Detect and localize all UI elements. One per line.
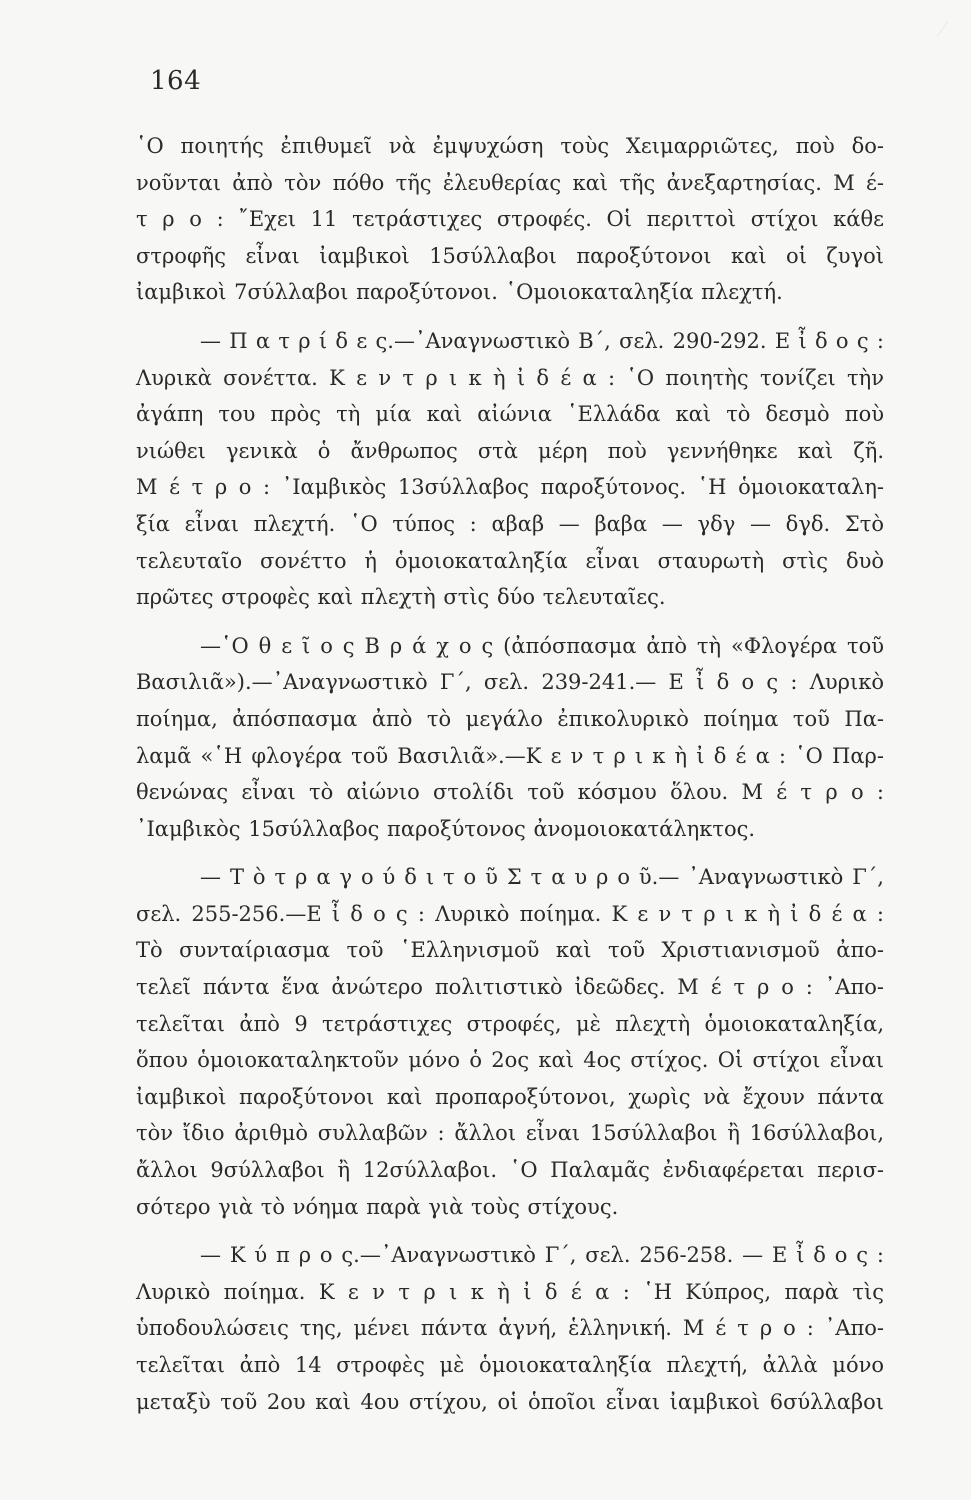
paragraph-patrides	[136, 323, 884, 616]
text-line: σελ. 255-256.—Ε ἶ δ ο ς : Λυρικὸ ποίημα. Κ ε ν τ ρ ι κ ὴ ἰ δ έ α :	[136, 901, 884, 926]
text-line: ἰαμβικοὶ παροξύτονοι καὶ προπαροξύτονοι, χωρὶς νὰ ἔχουν πάντα	[136, 1084, 884, 1109]
text-line: λαμᾶ «῾Η φλογέρα τοῦ Βασιλιᾶ».—Κ ε ν τ ρ ι κ ὴ ἰ δ έ α : ῾Ο Παρ-	[136, 743, 884, 768]
paragraph-cheimarriotes	[136, 128, 884, 311]
paragraph-kypros	[136, 1237, 884, 1420]
text-line: Τὸ συνταίριασμα τοῦ ῾Ελληνισμοῦ καὶ τοῦ Χριστιανισμοῦ ἀπο-	[136, 938, 884, 963]
paragraph-tragoudi-tou-stavrou	[136, 859, 884, 1225]
text-line: τ ρ ο : ῎Εχει 11 τετράστιχες στροφές. Οἱ περιττοὶ στίχοι κάθε	[136, 207, 884, 232]
text-line: τὸν ἴδιο ἀριθμὸ συλλαβῶν : ἄλλοι εἶναι 15σύλλαβοι ἢ 16σύλλαβοι,	[136, 1121, 884, 1146]
text-line: θενώνας εἶναι τὸ αἰώνιο στολίδι τοῦ κόσμου ὅλου. Μ έ τ ρ ο :	[136, 780, 884, 805]
text-line: πρῶτες στροφὲς καὶ πλεχτὴ στὶς δύο τελευταῖες.	[136, 585, 666, 610]
text-line: ξία εἶναι πλεχτή. ῾Ο τύπος : αβαβ — βαβα — γδγ — δγδ. Στὸ	[136, 511, 884, 536]
text-line: τελεῖ πάντα ἕνα ἀνώτερο πολιτιστικὸ ἰδεῶδες. Μ έ τ ρ ο : ᾿Απο-	[136, 975, 884, 1000]
text-line: στροφῆς εἶναι ἰαμβικοὶ 15σύλλαβοι παροξύτονοι καὶ οἱ ζυγοὶ	[136, 243, 884, 268]
text-line: τελευταῖο σονέττο ἡ ὁμοιοκαταληξία εἶναι σταυρωτὴ στὶς δυὸ	[136, 548, 884, 573]
page-corner-mark	[915, 22, 948, 36]
text-line: — Κ ύ π ρ ο ς.—᾿Αναγνωστικὸ Γ΄, σελ. 256-258. — Ε ἶ δ ο ς :	[200, 1243, 884, 1268]
text-line: —῾Ο θ ε ῖ ο ς Β ρ ά χ ο ς (ἀπόσπασμα ἀπὸ τὴ «Φλογέρα τοῦ	[200, 633, 884, 658]
text-line: Λυρικὰ σονέττα. Κ ε ν τ ρ ι κ ὴ ἰ δ έ α : ῾Ο ποιητὴς τονίζει τὴν	[136, 365, 884, 390]
text-line: ᾿Ιαμβικὸς 15σύλλαβος παροξύτονος ἀνομοιοκατάληκτος.	[136, 816, 756, 841]
text-line: — Τ ὸ τ ρ α γ ο ύ δ ι τ ο ῦ Σ τ α υ ρ ο ῦ.— ᾿Αναγνωστικὸ Γ΄,	[200, 865, 884, 890]
main-text	[136, 128, 884, 1432]
paragraph-theios-vrachos	[136, 628, 884, 848]
page-number: 164	[150, 66, 202, 96]
text-line: νιώθει γενικὰ ὁ ἄνθρωπος στὰ μέρη ποὺ γεννήθηκε καὶ ζῆ.	[136, 438, 884, 463]
text-line: νοῦνται ἀπὸ τὸν πόθο τῆς ἐλευθερίας καὶ τῆς ἀνεξαρτησίας. Μ έ-	[136, 170, 884, 195]
text-line: ὅπου ὁμοιοκαταληκτοῦν μόνο ὁ 2ος καὶ 4ος στίχος. Οἱ στίχοι εἶναι	[136, 1048, 884, 1073]
text-line: Μ έ τ ρ ο : ᾿Ιαμβικὸς 13σύλλαβος παροξύτονος. ῾Η ὁμοιοκαταλη-	[136, 475, 884, 500]
text-line: — Π α τ ρ ί δ ε ς.—᾿Αναγνωστικὸ Β΄, σελ. 290-292. Ε ἶ δ ο ς :	[200, 328, 884, 353]
text-line: ἄλλοι 9σύλλαβοι ἢ 12σύλλαβοι. ῾Ο Παλαμᾶς ἐνδιαφέρεται περισ-	[136, 1158, 884, 1183]
text-line: ῾Ο ποιητής ἐπιθυμεῖ νὰ ἐμψυχώση τοὺς Χειμαρριῶτες, ποὺ δο-	[136, 134, 884, 158]
text-line: τελεῖται ἀπὸ 14 στροφὲς μὲ ὁμοιοκαταληξία πλεχτή, ἀλλὰ μόνο	[136, 1353, 884, 1377]
text-line: Βασιλιᾶ»).—᾿Αναγνωστικὸ Γ΄, σελ. 239-241.— Ε ἶ δ ο ς : Λυρικὸ	[136, 670, 884, 695]
text-line: ἀγάπη του πρὸς τὴ μία καὶ αἰώνια ῾Ελλάδα καὶ τὸ δεσμὸ ποὺ	[136, 402, 884, 427]
text-line: ὑποδουλώσεις της, μένει πάντα ἁγνή, ἑλληνική. Μ έ τ ρ ο : ᾿Απο-	[136, 1316, 884, 1341]
text-line: Λυρικὸ ποίημα. Κ ε ν τ ρ ι κ ὴ ἰ δ έ α : ῾Η Κύπρος, παρὰ τὶς	[136, 1279, 884, 1304]
text-line: ποίημα, ἀπόσπασμα ἀπὸ τὸ μεγάλο ἐπικολυρικὸ ποίημα τοῦ Πα-	[136, 706, 884, 731]
text-line: ἰαμβικοὶ 7σύλλαβοι παροξύτονοι. ῾Ομοιοκαταληξία πλεχτή.	[136, 280, 783, 305]
text-line: μεταξὺ τοῦ 2ου καὶ 4ου στίχου, οἱ ὁποῖοι εἶναι ἰαμβικοὶ 6σύλλαβοι	[136, 1389, 884, 1414]
text-line: τελεῖται ἀπὸ 9 τετράστιχες στροφές, μὲ πλεχτὴ ὁμοιοκαταληξία,	[136, 1011, 884, 1036]
text-line: σότερο γιὰ τὸ νόημα παρὰ γιὰ τοὺς στίχους.	[136, 1194, 619, 1219]
